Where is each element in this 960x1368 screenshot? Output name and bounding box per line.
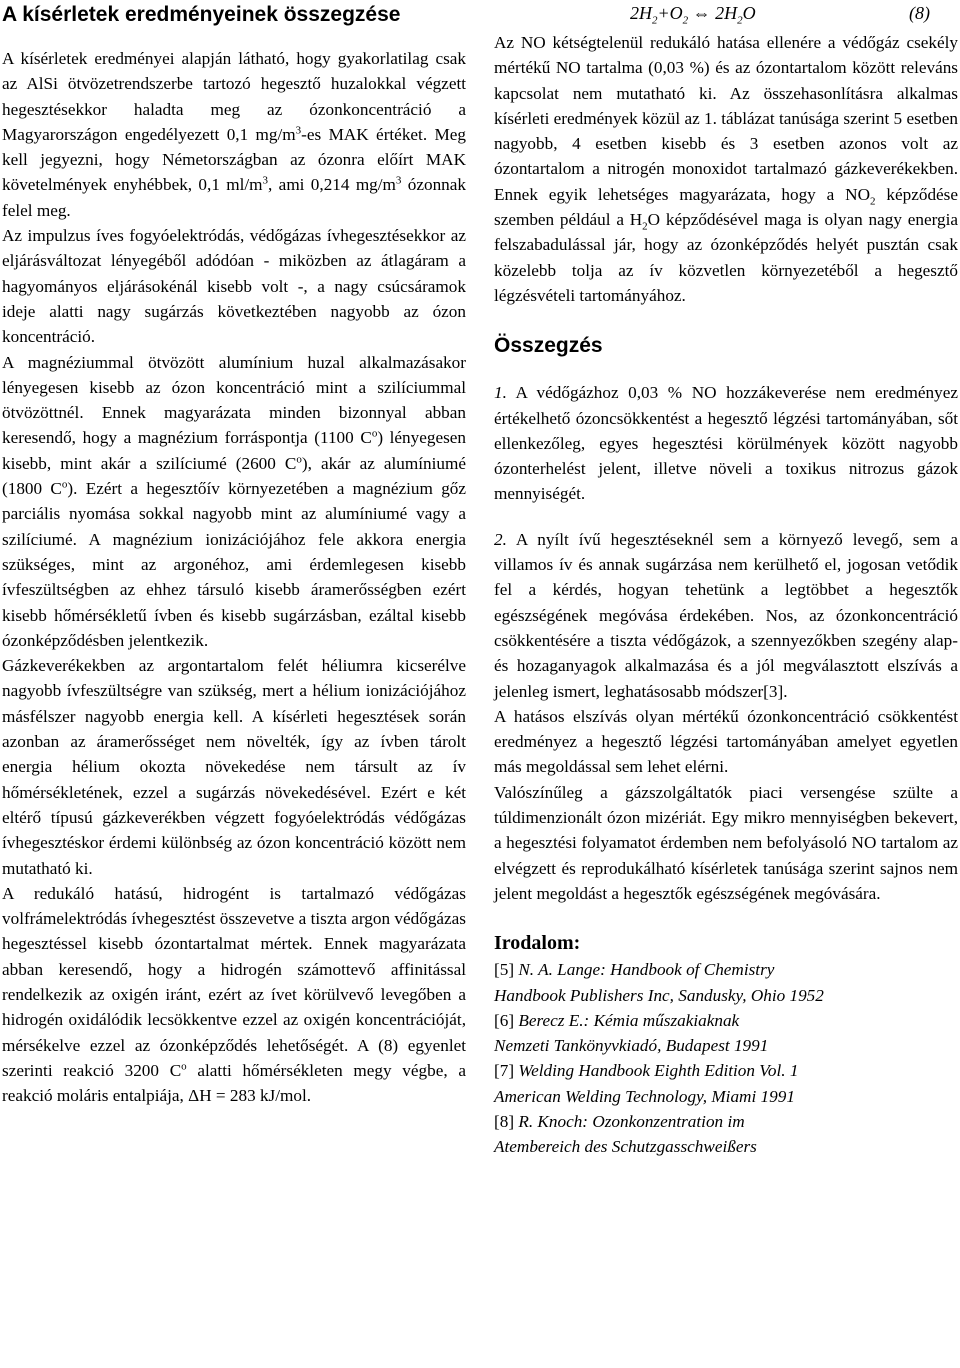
reaction-equation <box>494 0 958 30</box>
paragraph-hydrogen: A redukáló hatású, hidrogént is tartalmazó védőgázas volfrámelektródás ívhegesztést összevetve a tiszta argon védőgázas hegesztéssel kisebb ózontartalmat mértek. Ennek magyarázata abban keresendő, hogy a hidrogén számottevő affinitással rendelkezik az oxigén iránt, ezért az ívet körülvevő levegőben a hidrogén oxidálódik lecsökkentve ezzel az oxigén koncentrációját, mérsékelve ezzel az ózonképződés lehetőségét. A (8) egyenlet szerinti reakció 3200 $C^o$ alatti hőmérsékleten megy végbe, a reakció moláris entalpiája, ΔH = 283 kJ/mol. <box>2 883 466 1106</box>
summary-point-1: 1. A védőgázhoz 0,03 % NO hozzákeverése nem eredményez értékelhető ózoncsökkentést a hegesztő légzési tartományában, sőt ellenkezőleg, egyes hegesztési körülmények között nagyobb ózonterhelést jelent, illetve növeli a toxikus nitrozus gázok mennyiségét. <box>494 383 958 504</box>
equation-formula: $2H_2+O_2$ ⇔ $2H_2O$ <box>630 3 756 27</box>
paragraph-helium: Gázkeverékekben az argontartalom felét héliumra kicserélve nagyobb ívfeszültségre van szükség, mert a hélium ionizációjához másfélszer nagyobb energia kell. A kísérleti hegesztések során azonban az áramerősséget nem növelték, így az ívben tárolt energia hélium okozta növekedése nem társult az ív hőmérsékletének, ezzel a sugárzás növekedésével. Ezért e két eltérő típusú gázkeverékben végzett fogyóelektródás védőgázas ívhegesztéskor érdemi különbség az ózon koncentráció között nem mutatható ki. <box>2 656 466 878</box>
references-list <box>494 957 958 1159</box>
section-title: A kísérletek eredményeinek összegzése <box>2 3 401 26</box>
references-heading: Irodalom: <box>494 932 581 955</box>
summary-point-2: 2. A nyílt ívű hegesztéseknél sem a környező levegő, sem a villamos ív és annak sugárzása nem kerülhető el, jogosan vetődik fel a kérdés, hogyan tehetünk a legtöbbet a hegesztők egészségének megóvása érdekében. Nos, az ózonkoncentráció csökkentésére a tiszta védőgázok, a szennyezőkben szegény alap- és hozaganyagok alkalmazása és a jól megválasztott elszívás a jelenleg ismert, leghatásosabb módszer[3]. <box>494 529 958 701</box>
paragraph-pulsed-arc: Az impulzus íves fogyóelektródás, védőgázas ívhegesztésekkor az eljárásváltozat lényegéből adódóan - miközben az átlagáram a hagyományos eljárásokénál kisebb volt -, a nagy csúcsáramok ideje alatti nagy sugárzás következtében nagyobb az ózon koncentráció. <box>2 226 466 347</box>
paragraph-magnesium: A magnéziummal ötvözött alumínium huzal alkalmazásakor lényegesen kisebb az ózon koncentráció mint a szilíciummal ötvözöttnél. Ennek magyarázata minden bizonnyal abban keresendő, hogy a magnézium forráspontja (1100 $C^o$) lényegesen kisebb, mint akár a szilíciumé (2600 $C^o$), akár az alumíniumé (1800 $C^o$). Ezért a hegesztőív környezetében a magnézium gőz parciális nyomása sokkal nagyobb mint az alumíniumé vagy a szilíciumé. A magnézium ionizációjához fele akkora energia szükséges, mint az argonéhoz, ami érdemlegesen kisebb ívfeszültségben az ehhez társuló kisebb áramerősségben ezért kisebb hőmérsékletű ívben és kisebb sugárzásban, ezáltal kisebb ózonképződésben jelentkezik. <box>2 352 467 650</box>
left-column <box>2 0 466 1108</box>
reference-item: [5] N. A. Lange: Handbook of Chemistry Handbook Publishers Inc, Sandusky, Ohio 1952 <box>494 960 824 1005</box>
summary-heading: Összegzés <box>494 334 603 358</box>
paragraph-ozone-limit: A kísérletek eredményei alapján látható, hogy gyakorlatilag csak az AlSi ötvözetrendszerbe tartozó hegesztő huzalokkal végzett hegesztésekkor haladta meg az ózonkoncentráció a Magyarországon engedélyezett 0,1 $mg/m^3-es$ MAK értéket. Meg kell jegyezni, hogy Németországban az ózonra előírt MAK követelmények enyhébbek, 0,1 $ml/m^3$, ami 0,214 $mg/m^3$ ózonnak felel meg. <box>2 49 466 220</box>
double-arrow-icon: ⇔ <box>688 3 716 23</box>
paragraph-extraction: A hatásos elszívás olyan mértékű ózonkoncentráció csökkentést eredményez a hegesztő légzési tartományában amelyet egyetlen más megoldással sem lehet elérni. <box>494 706 958 777</box>
paragraph-no-content: Az NO kétségtelenül redukáló hatása ellenére a védőgáz csekély mértékű NO tartalma (0,03 %) és az ózontartalom között releváns kapcsolat nem mutatható ki. Az összehasonlításra alkalmas kísérleti eredmények közül az 1. táblázat tanúsága szerint 5 esetben nagyobb, 4 esetben kisebb és 3 esetben azonos volt az ózontartalom a nitrogén monoxidot tartalmazó gázkeverékekben. Ennek egyik lehetséges magyarázata, hogy a $NO_2$ képződése szemben például a $H_2O$ képződésével maga is olyan nagy energia felszabadulással jár, hogy az ózonképződés helyét pusztán csak közelebb tolja az ív közvetlen környezetéből a hegesztő légzésvételi tartományához. <box>494 33 959 305</box>
reference-item: [8] R. Knoch: Ozonkonzentration im Atembereich des Schutzgasschweißers <box>494 1111 757 1157</box>
paragraph-conclusion: Valószínűleg a gázszolgáltatók piaci versengése szülte a túldimenzionált ózon mizériát. Egy mikro mennyiségben bekevert, a hegesztési folyamatot érdemben nem befolyásoló NO tartalom az elvégzett és reprodukálható kísérletek tanúsága szerint sajnos nem jelent megoldást a hegesztők egészségének megóvására. <box>494 782 958 903</box>
reference-item: [6] Berecz E.: Kémia műszakiaknak Nemzeti Tankönyvkiadó, Budapest 1991 <box>494 1010 769 1056</box>
equation-number: (8) <box>909 3 930 23</box>
right-column <box>494 0 958 1160</box>
reference-item: [7] Welding Handbook Eighth Edition Vol. 1 American Welding Technology, Miami 1991 <box>494 1061 799 1106</box>
